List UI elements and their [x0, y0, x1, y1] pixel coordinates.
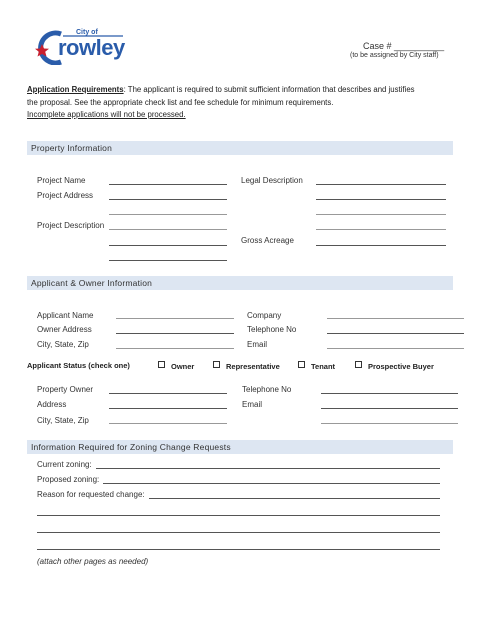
checkbox-icon[interactable] — [158, 361, 165, 368]
legal-description-field-3[interactable] — [316, 214, 446, 215]
status-option-prospective-buyer-label: Prospective Buyer — [368, 362, 434, 371]
case-number-note: (to be assigned by City staff) — [350, 52, 439, 59]
current-zoning-field[interactable] — [96, 468, 440, 469]
project-name-field[interactable] — [109, 184, 227, 185]
property-header-text: Property Information — [31, 143, 113, 153]
applicant-name-field[interactable] — [116, 318, 234, 319]
property-owner-label: Property Owner — [37, 385, 94, 394]
owner-city-state-zip-label: City, State, Zip — [37, 416, 89, 425]
applicant-name-label: Applicant Name — [37, 311, 94, 320]
reason-field-4[interactable] — [37, 549, 440, 550]
requirements-paragraph — [27, 84, 453, 122]
reason-label: Reason for requested change: — [37, 490, 145, 499]
applicant-status-label: Applicant Status (check one) — [27, 361, 130, 370]
project-description-field-2[interactable] — [109, 245, 227, 246]
checkbox-icon[interactable] — [298, 361, 305, 368]
requirements-line2: the proposal. See the appropriate check list and fee schedule for minimum requirements. — [27, 97, 334, 107]
status-option-tenant-label: Tenant — [311, 362, 336, 371]
logo-city-of: City of — [76, 29, 98, 36]
project-description-field-3[interactable] — [109, 260, 227, 261]
attach-note: (attach other pages as needed) — [37, 557, 149, 566]
owner-address-label: Owner Address — [37, 325, 92, 334]
gross-acreage-label: Gross Acreage — [241, 236, 294, 245]
case-number-label: Case # __________ — [363, 41, 445, 51]
company-field[interactable] — [327, 318, 464, 319]
zoning-section-header — [27, 440, 453, 454]
applicant-email-field[interactable] — [327, 348, 464, 349]
applicant-email-label: Email — [247, 340, 268, 349]
reason-field[interactable] — [149, 498, 440, 499]
status-option-owner-label: Owner — [171, 362, 195, 371]
reason-field-2[interactable] — [37, 515, 440, 516]
legal-description-field[interactable] — [316, 184, 446, 185]
owner-extra-field[interactable] — [321, 423, 458, 424]
current-zoning-label: Current zoning: — [37, 460, 92, 469]
city-logo — [33, 29, 123, 65]
owner-address-label-2: Address — [37, 400, 67, 409]
applicant-city-state-zip-field[interactable] — [116, 348, 234, 349]
property-owner-address-field[interactable] — [109, 408, 227, 409]
project-name-label: Project Name — [37, 176, 86, 185]
applicant-section-header — [27, 276, 453, 290]
project-address-field-2[interactable] — [109, 214, 227, 215]
owner-email-label: Email — [242, 400, 263, 409]
status-option-owner[interactable] — [158, 361, 194, 371]
project-description-label: Project Description — [37, 221, 105, 230]
status-option-prospective-buyer[interactable] — [355, 361, 434, 371]
company-label: Company — [247, 311, 282, 320]
checkbox-icon[interactable] — [355, 361, 362, 368]
status-option-tenant[interactable] — [298, 361, 335, 371]
proposed-zoning-field[interactable] — [103, 483, 440, 484]
legal-description-field-2[interactable] — [316, 199, 446, 200]
property-owner-field[interactable] — [109, 393, 227, 394]
owner-telephone-label: Telephone No — [242, 385, 292, 394]
reason-field-3[interactable] — [37, 532, 440, 533]
owner-city-state-zip-field[interactable] — [109, 423, 227, 424]
property-section-header — [27, 141, 453, 155]
applicant-city-state-zip-label: City, State, Zip — [37, 340, 89, 349]
requirements-heading: Application Requirements — [27, 85, 124, 94]
requirements-line3: Incomplete applications will not be processed. — [27, 110, 186, 119]
status-option-representative-label: Representative — [226, 362, 280, 371]
applicant-telephone-label: Telephone No — [247, 325, 297, 334]
legal-description-field-4[interactable] — [316, 229, 446, 230]
status-option-representative[interactable] — [213, 361, 280, 371]
applicant-header-text: Applicant & Owner Information — [31, 278, 153, 288]
owner-telephone-field[interactable] — [321, 393, 458, 394]
gross-acreage-field[interactable] — [316, 245, 446, 246]
checkbox-icon[interactable] — [213, 361, 220, 368]
legal-description-label: Legal Description — [241, 176, 303, 185]
requirements-line1: : The applicant is required to submit sufficient information that describes and justifies — [123, 85, 415, 94]
project-description-field[interactable] — [109, 229, 227, 230]
project-address-label: Project Address — [37, 191, 94, 200]
project-address-field[interactable] — [109, 199, 227, 200]
owner-address-field[interactable] — [116, 333, 234, 334]
applicant-telephone-field[interactable] — [327, 333, 464, 334]
proposed-zoning-label: Proposed zoning: — [37, 475, 100, 484]
zoning-header-text: Information Required for Zoning Change Requests — [31, 442, 231, 452]
owner-email-field[interactable] — [321, 408, 458, 409]
logo-name: rowley — [58, 35, 125, 60]
